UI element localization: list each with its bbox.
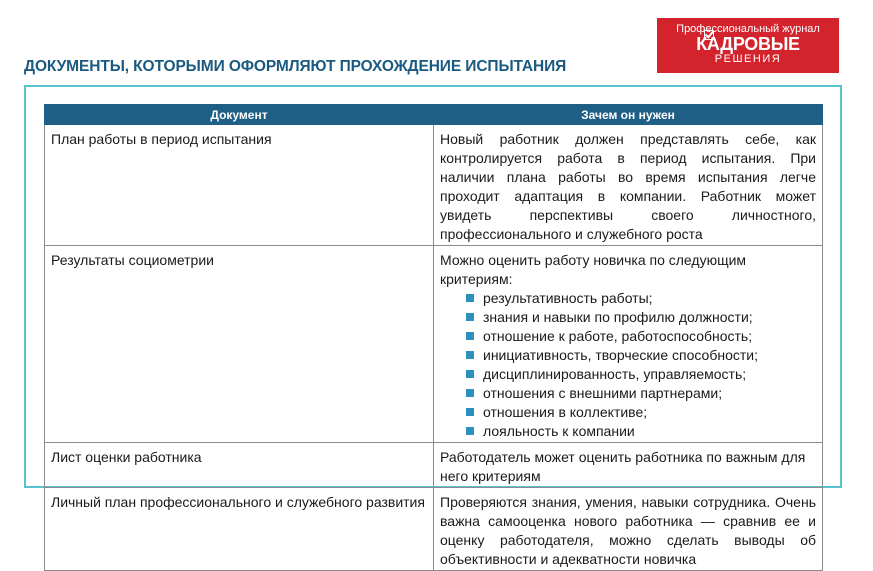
table-row — [45, 246, 823, 443]
page-title: ДОКУМЕНТЫ, КОТОРЫМИ ОФОРМЛЯЮТ ПРОХОЖДЕНИЕ ИСПЫТАНИЯ — [24, 58, 567, 75]
table-row — [45, 125, 823, 246]
logo-line-3: РЕШЕНИЯ — [714, 53, 782, 65]
square-bullet-icon — [466, 294, 474, 302]
square-bullet-icon — [466, 427, 474, 435]
criteria-list — [440, 289, 816, 441]
document-cell: Лист оценки работника — [45, 443, 434, 488]
list-item: инициативность, творческие способности; — [466, 346, 816, 365]
list-item: результативность работы; — [466, 289, 816, 308]
criteria-intro: Можно оценить работу новичка по следующим критериям: — [440, 252, 747, 287]
checkmark-icon — [704, 30, 714, 40]
logo-line-2 — [657, 35, 839, 53]
square-bullet-icon — [466, 351, 474, 359]
list-item: отношение к работе, работоспособность; — [466, 327, 816, 346]
list-item: отношения с внешними партнерами; — [466, 384, 816, 403]
purpose-cell: Работодатель может оценить работника по важным для него критериям — [434, 443, 823, 488]
table-row — [45, 443, 823, 488]
square-bullet-icon — [466, 389, 474, 397]
journal-logo — [657, 18, 839, 73]
purpose-cell — [434, 246, 823, 443]
list-item: лояльность к компании — [466, 422, 816, 441]
document-cell: План работы в период испытания — [45, 125, 434, 246]
document-cell: Результаты социометрии — [45, 246, 434, 443]
square-bullet-icon — [466, 313, 474, 321]
square-bullet-icon — [466, 332, 474, 340]
documents-table — [44, 104, 823, 571]
list-item: дисциплинированность, управляемость; — [466, 365, 816, 384]
list-item: знания и навыки по профилю должности; — [466, 308, 816, 327]
list-item: отношения в коллективе; — [466, 403, 816, 422]
table-header-row — [45, 105, 823, 125]
purpose-cell: Новый работник должен представлять себе, как контролируется работа в период испытания. При наличии плана работы во время испытания легче проходит адаптация в компании. Работник может увидеть перспективы своего личностного, профессионального и служебного роста — [434, 125, 823, 246]
logo-word-kadrovye: КАДРОВЫЕ — [696, 34, 800, 54]
column-header-document: Документ — [45, 105, 434, 125]
table-row — [45, 488, 823, 571]
column-header-purpose: Зачем он нужен — [434, 105, 823, 125]
logo-line-1: Профессиональный журнал — [676, 23, 820, 35]
document-cell: Личный план профессионального и служебного развития — [45, 488, 434, 571]
square-bullet-icon — [466, 370, 474, 378]
purpose-cell: Проверяются знания, умения, навыки сотрудника. Очень важна самооценка нового работника — сравнив ее и оценку работодателя, можно сделать выводы об объективности и адекватности новичка — [434, 488, 823, 571]
square-bullet-icon — [466, 408, 474, 416]
